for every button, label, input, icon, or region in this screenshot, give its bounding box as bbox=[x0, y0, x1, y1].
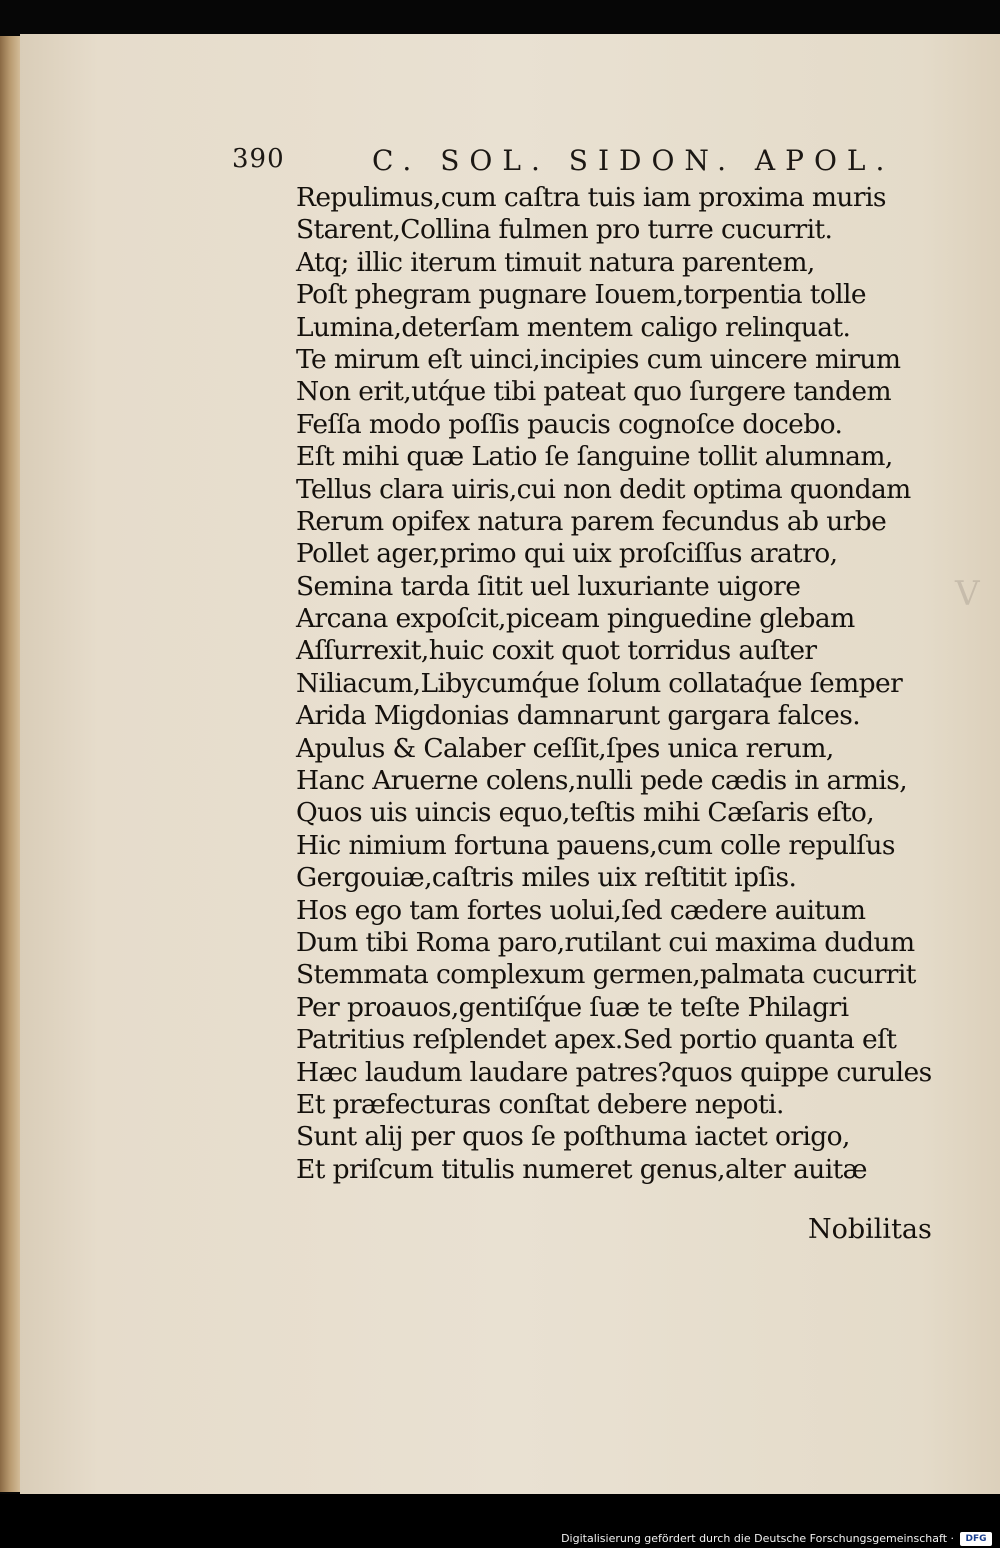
verse-line: Hæc laudum laudare patres?quos quippe curules bbox=[296, 1056, 932, 1088]
verse-line: Aſſurrexit,huic coxit quot torridus auſter bbox=[296, 635, 817, 667]
verse-line: Dum tibi Roma paro,rutilant cui maxima dudum bbox=[296, 926, 915, 958]
verse-line: Pollet ager,primo qui uix proſciſſus aratro, bbox=[296, 538, 838, 570]
verse-line: Atq; illic iterum timuit natura parentem, bbox=[296, 246, 815, 278]
catchword: Nobilitas bbox=[808, 1214, 932, 1245]
verse-line: Rerum opifex natura parem fecundus ab urbe bbox=[296, 505, 887, 537]
verse-line: Feſſa modo poſſis paucis cognoſce docebo. bbox=[296, 408, 843, 440]
verse-line: Starent,Collina fulmen pro turre cucurrit. bbox=[296, 214, 833, 246]
book-page bbox=[20, 34, 1000, 1494]
verse-line: Te mirum eſt uinci,incipies cum uincere mirum bbox=[296, 343, 901, 375]
verse-text bbox=[296, 182, 966, 1186]
verse-line: Gergouiæ,caſtris miles uix reſtitit ipſis. bbox=[296, 862, 797, 894]
verse-line: Per proauos,gentiſq́ue ſuæ te teſte Philagri bbox=[296, 991, 849, 1023]
verse-line: Et præfecturas conſtat debere nepoti. bbox=[296, 1088, 784, 1120]
verse-line: Hic nimium fortuna pauens,cum colle repulſus bbox=[296, 829, 895, 861]
running-title: C. SOL. SIDON. APOL. bbox=[372, 144, 895, 177]
verse-line: Et priſcum titulis numeret genus,alter auitæ bbox=[296, 1153, 867, 1185]
verse-line: Patritius reſplendet apex.Sed portio quanta eſt bbox=[296, 1024, 897, 1056]
funding-credit: Digitalisierung gefördert durch die Deutsche Forschungsgemeinschaft · bbox=[561, 1532, 954, 1545]
verse-line: Apulus & Calaber ceſſit,ſpes unica rerum, bbox=[296, 732, 834, 764]
page-edge bbox=[0, 36, 22, 1492]
verse-line: Arcana expoſcit,piceam pinguedine glebam bbox=[296, 603, 855, 635]
dfg-logo-icon: DFG bbox=[960, 1532, 992, 1546]
verse-line: Poſt phegram pugnare Iouem,torpentia tolle bbox=[296, 279, 867, 311]
verse-line: Tellus clara uiris,cui non dedit optima quondam bbox=[296, 473, 911, 505]
verse-line: Quos uis uincis equo,teſtis mihi Cæſaris eſto, bbox=[296, 797, 875, 829]
verse-line: Eſt mihi quæ Latio ſe ſanguine tollit alumnam, bbox=[296, 441, 893, 473]
verse-line: Non erit,utq́ue tibi pateat quo ſurgere tandem bbox=[296, 376, 891, 408]
footer-bar bbox=[0, 1494, 1000, 1548]
verse-line: Repulimus,cum caſtra tuis iam proxima muris bbox=[296, 182, 886, 213]
verse-line: Hanc Aruerne colens,nulli pede cædis in armis, bbox=[296, 765, 908, 797]
verse-line: Lumina,deterſam mentem caligo relinquat. bbox=[296, 311, 851, 343]
verse-line: Stemmata complexum germen,palmata cucurrit bbox=[296, 959, 916, 991]
verse-line: Semina tarda ſitit uel luxuriante uigore bbox=[296, 570, 801, 602]
verse-line: Hos ego tam fortes uolui,ſed cædere auitum bbox=[296, 894, 866, 926]
verse-line: Niliacum,Libycumq́ue ſolum collataq́ue ſemper bbox=[296, 667, 903, 699]
show-through-text: V bbox=[955, 574, 980, 614]
verse-line: Sunt alij per quos ſe poſthuma iactet origo, bbox=[296, 1121, 850, 1153]
page-number: 390 bbox=[232, 144, 285, 174]
page-header bbox=[232, 144, 895, 184]
verse-line: Arida Migdonias damnarunt gargara falces. bbox=[296, 700, 861, 732]
